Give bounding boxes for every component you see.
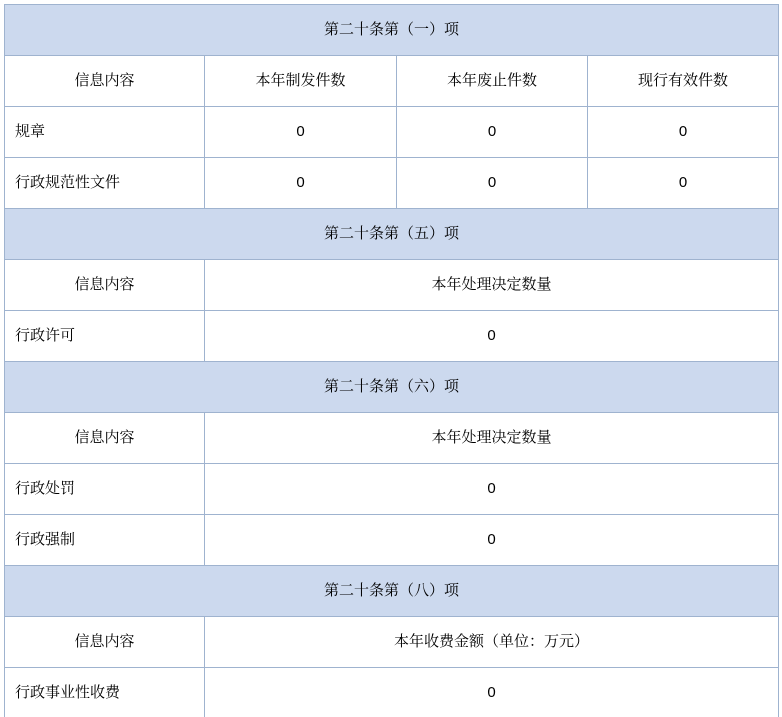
- table-row: [5, 158, 779, 209]
- table-row: [5, 107, 779, 158]
- column-header-decisions-count-licensing: 本年处理决定数量: [205, 260, 779, 311]
- row-label-rules: 规章: [5, 107, 205, 158]
- column-header-effective-count: 现行有效件数: [588, 56, 779, 107]
- table-header-row: [5, 413, 779, 464]
- table-header-row: [5, 260, 779, 311]
- column-header-issued-count: 本年制发件数: [205, 56, 397, 107]
- section-title-2: 第二十条第（五）项: [5, 209, 779, 260]
- section-title-4: 第二十条第（八）项: [5, 566, 779, 617]
- table-section-row: [5, 209, 779, 260]
- section-title-1: 第二十条第（一）项: [5, 5, 779, 56]
- table-row: [5, 311, 779, 362]
- cell-administrative-compulsion-count: 0: [205, 515, 779, 566]
- table-row: [5, 668, 779, 717]
- cell-normative-abolished: 0: [397, 158, 588, 209]
- column-header-abolished-count: 本年废止件数: [397, 56, 588, 107]
- row-label-administrative-compulsion: 行政强制: [5, 515, 205, 566]
- table-row: [5, 464, 779, 515]
- table-header-row: [5, 56, 779, 107]
- cell-administrative-licensing-count: 0: [205, 311, 779, 362]
- row-label-administrative-fees: 行政事业性收费: [5, 668, 205, 717]
- row-label-normative-documents: 行政规范性文件: [5, 158, 205, 209]
- column-header-fee-amount: 本年收费金额（单位：万元）: [205, 617, 779, 668]
- row-label-administrative-licensing: 行政许可: [5, 311, 205, 362]
- column-header-info-content-2: 信息内容: [5, 260, 205, 311]
- cell-rules-abolished: 0: [397, 107, 588, 158]
- table-section-row: [5, 566, 779, 617]
- cell-normative-issued: 0: [205, 158, 397, 209]
- column-header-info-content-4: 信息内容: [5, 617, 205, 668]
- table-header-row: [5, 617, 779, 668]
- cell-administrative-fees-amount: 0: [205, 668, 779, 717]
- table-section-row: [5, 5, 779, 56]
- cell-normative-effective: 0: [588, 158, 779, 209]
- column-header-info-content-3: 信息内容: [5, 413, 205, 464]
- row-label-administrative-penalty: 行政处罚: [5, 464, 205, 515]
- table-section-row: [5, 362, 779, 413]
- column-header-info-content-1: 信息内容: [5, 56, 205, 107]
- cell-rules-issued: 0: [205, 107, 397, 158]
- section-title-3: 第二十条第（六）项: [5, 362, 779, 413]
- statutory-disclosure-table: [4, 4, 779, 717]
- cell-rules-effective: 0: [588, 107, 779, 158]
- table-row: [5, 515, 779, 566]
- column-header-decisions-count-enforcement: 本年处理决定数量: [205, 413, 779, 464]
- cell-administrative-penalty-count: 0: [205, 464, 779, 515]
